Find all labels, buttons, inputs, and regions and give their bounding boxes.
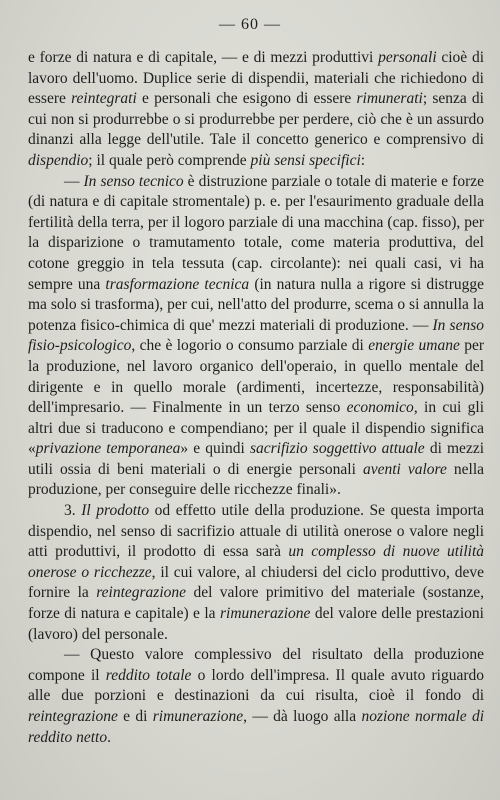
italic-text: aventi valore <box>362 460 447 478</box>
italic-text: In senso fisio-psicologico <box>28 316 485 355</box>
paragraph <box>28 645 484 748</box>
italic-text: sacrifizio soggettivo attuale <box>249 440 425 458</box>
text-run: , — dà luogo alla <box>243 708 362 725</box>
italic-text: privazione temporanea <box>35 440 181 458</box>
italic-text: In senso tecnico <box>83 172 184 190</box>
paragraph <box>28 172 484 502</box>
text-run: . <box>107 728 111 746</box>
text-run: (in natura nulla a rigore si distrugge ma solo si trasforma), per cui, nell'atto del produrre, scema o si annulla la potenza fisico-chimica di que' mezzi materiali di produzione. — <box>28 275 485 334</box>
italic-text: rimunerati <box>356 90 423 108</box>
text-run: del valore primitivo del materiale (sostanze, forze di natura e capitale) e la <box>28 584 484 623</box>
text-run: per la produzione, nel lavoro organico dell'operaio, in quello mentale del dirigente e in quello morale (ardimenti, incertezze, responsabilità) dell'impresario. — Finalmente in un terzo senso <box>28 337 484 417</box>
text-run: cioè di lavoro dell'uomo. Duplice serie di dispendii, materiali che richiedono di essere <box>28 49 484 108</box>
text-run: di mezzi utili ossia di beni materiali o di energie personali <box>28 440 485 478</box>
text-run: » e quindi <box>180 440 250 458</box>
italic-text: economico <box>346 399 414 417</box>
text-run: e di <box>117 708 153 725</box>
text-run: od effetto utile della produzione. Se questa importa dispendio, nel senso di sacrifizio attuale di utilità onerose o valore negli atti produttivi, il prodotto di essa sarà <box>28 502 485 561</box>
text-run: , il cui valore, al chiudersi del ciclo produttivo, deve fornire la <box>28 563 484 602</box>
italic-text: nozione normale di reddito netto <box>28 708 485 746</box>
text-run: : <box>360 151 366 169</box>
italic-text: energie umane <box>368 337 460 355</box>
text-run: è distruzione parziale o totale di materie e forze (di natura e di capitale stromentale) p. e. per l'esaurimento graduale della fertilità della terra, per il logoro parziale di una macchina (cap. fisso), per la disparizione o tramutamento totale, come materia produttiva, del cotone greggio in tela tessuta (cap. circolante): nei quali casi, vi ha sempre una <box>28 172 484 293</box>
paragraph <box>28 501 484 645</box>
text-run: ; il quale però comprende <box>88 151 251 169</box>
text-run: , che è logorio o consumo parziale di <box>131 337 369 355</box>
italic-text: reintegrazione <box>28 708 118 725</box>
italic-text: rimunerazione <box>220 605 311 623</box>
italic-text: rimunerazione <box>152 708 244 725</box>
italic-text: dispendio <box>28 151 89 169</box>
italic-text: trasformazione tecnica <box>105 275 250 293</box>
italic-text: un complesso di nuove utilità onerose o ricchezze <box>28 543 485 581</box>
italic-text: più sensi specifici <box>250 151 361 169</box>
page-body <box>28 48 484 748</box>
text-run: del valore delle prestazioni (lavoro) del personale. <box>28 605 484 643</box>
text-run: 3. <box>64 502 82 520</box>
italic-text: reddito totale <box>105 666 192 684</box>
italic-text: personali <box>378 49 437 66</box>
text-run: e forze di natura e di capitale, — e di mezzi produttivi <box>28 49 379 66</box>
text-run: — <box>64 172 84 190</box>
text-run: , in cui gli altri due si traducono e compendiano; per il quale il dispendio significa « <box>28 399 485 458</box>
page-number: — 60 — <box>219 16 281 33</box>
text-run: — Questo valore complessivo del risultato della produzione compone il <box>28 646 484 684</box>
text-run: e personali che esigono di essere <box>136 90 357 108</box>
text-run: nella produzione, per conseguire delle ricchezze finali». <box>28 460 485 499</box>
italic-text: reintegrati <box>71 90 137 108</box>
text-run: ; senza di cui non si produrrebbe o si produrrebbe per perdere, ciò che è un assurdo dinanzi alla legge dell'utile. Tale il concetto generico e comprensivo di <box>28 90 484 149</box>
text-run: o lordo dell'impresa. Il quale avuto riguardo alle due porzioni e destinazioni da cui risulta, cioè il fondo di <box>28 666 484 705</box>
paragraph <box>28 48 484 172</box>
italic-text: Il prodotto <box>81 502 150 520</box>
italic-text: reintegrazione <box>96 584 187 602</box>
